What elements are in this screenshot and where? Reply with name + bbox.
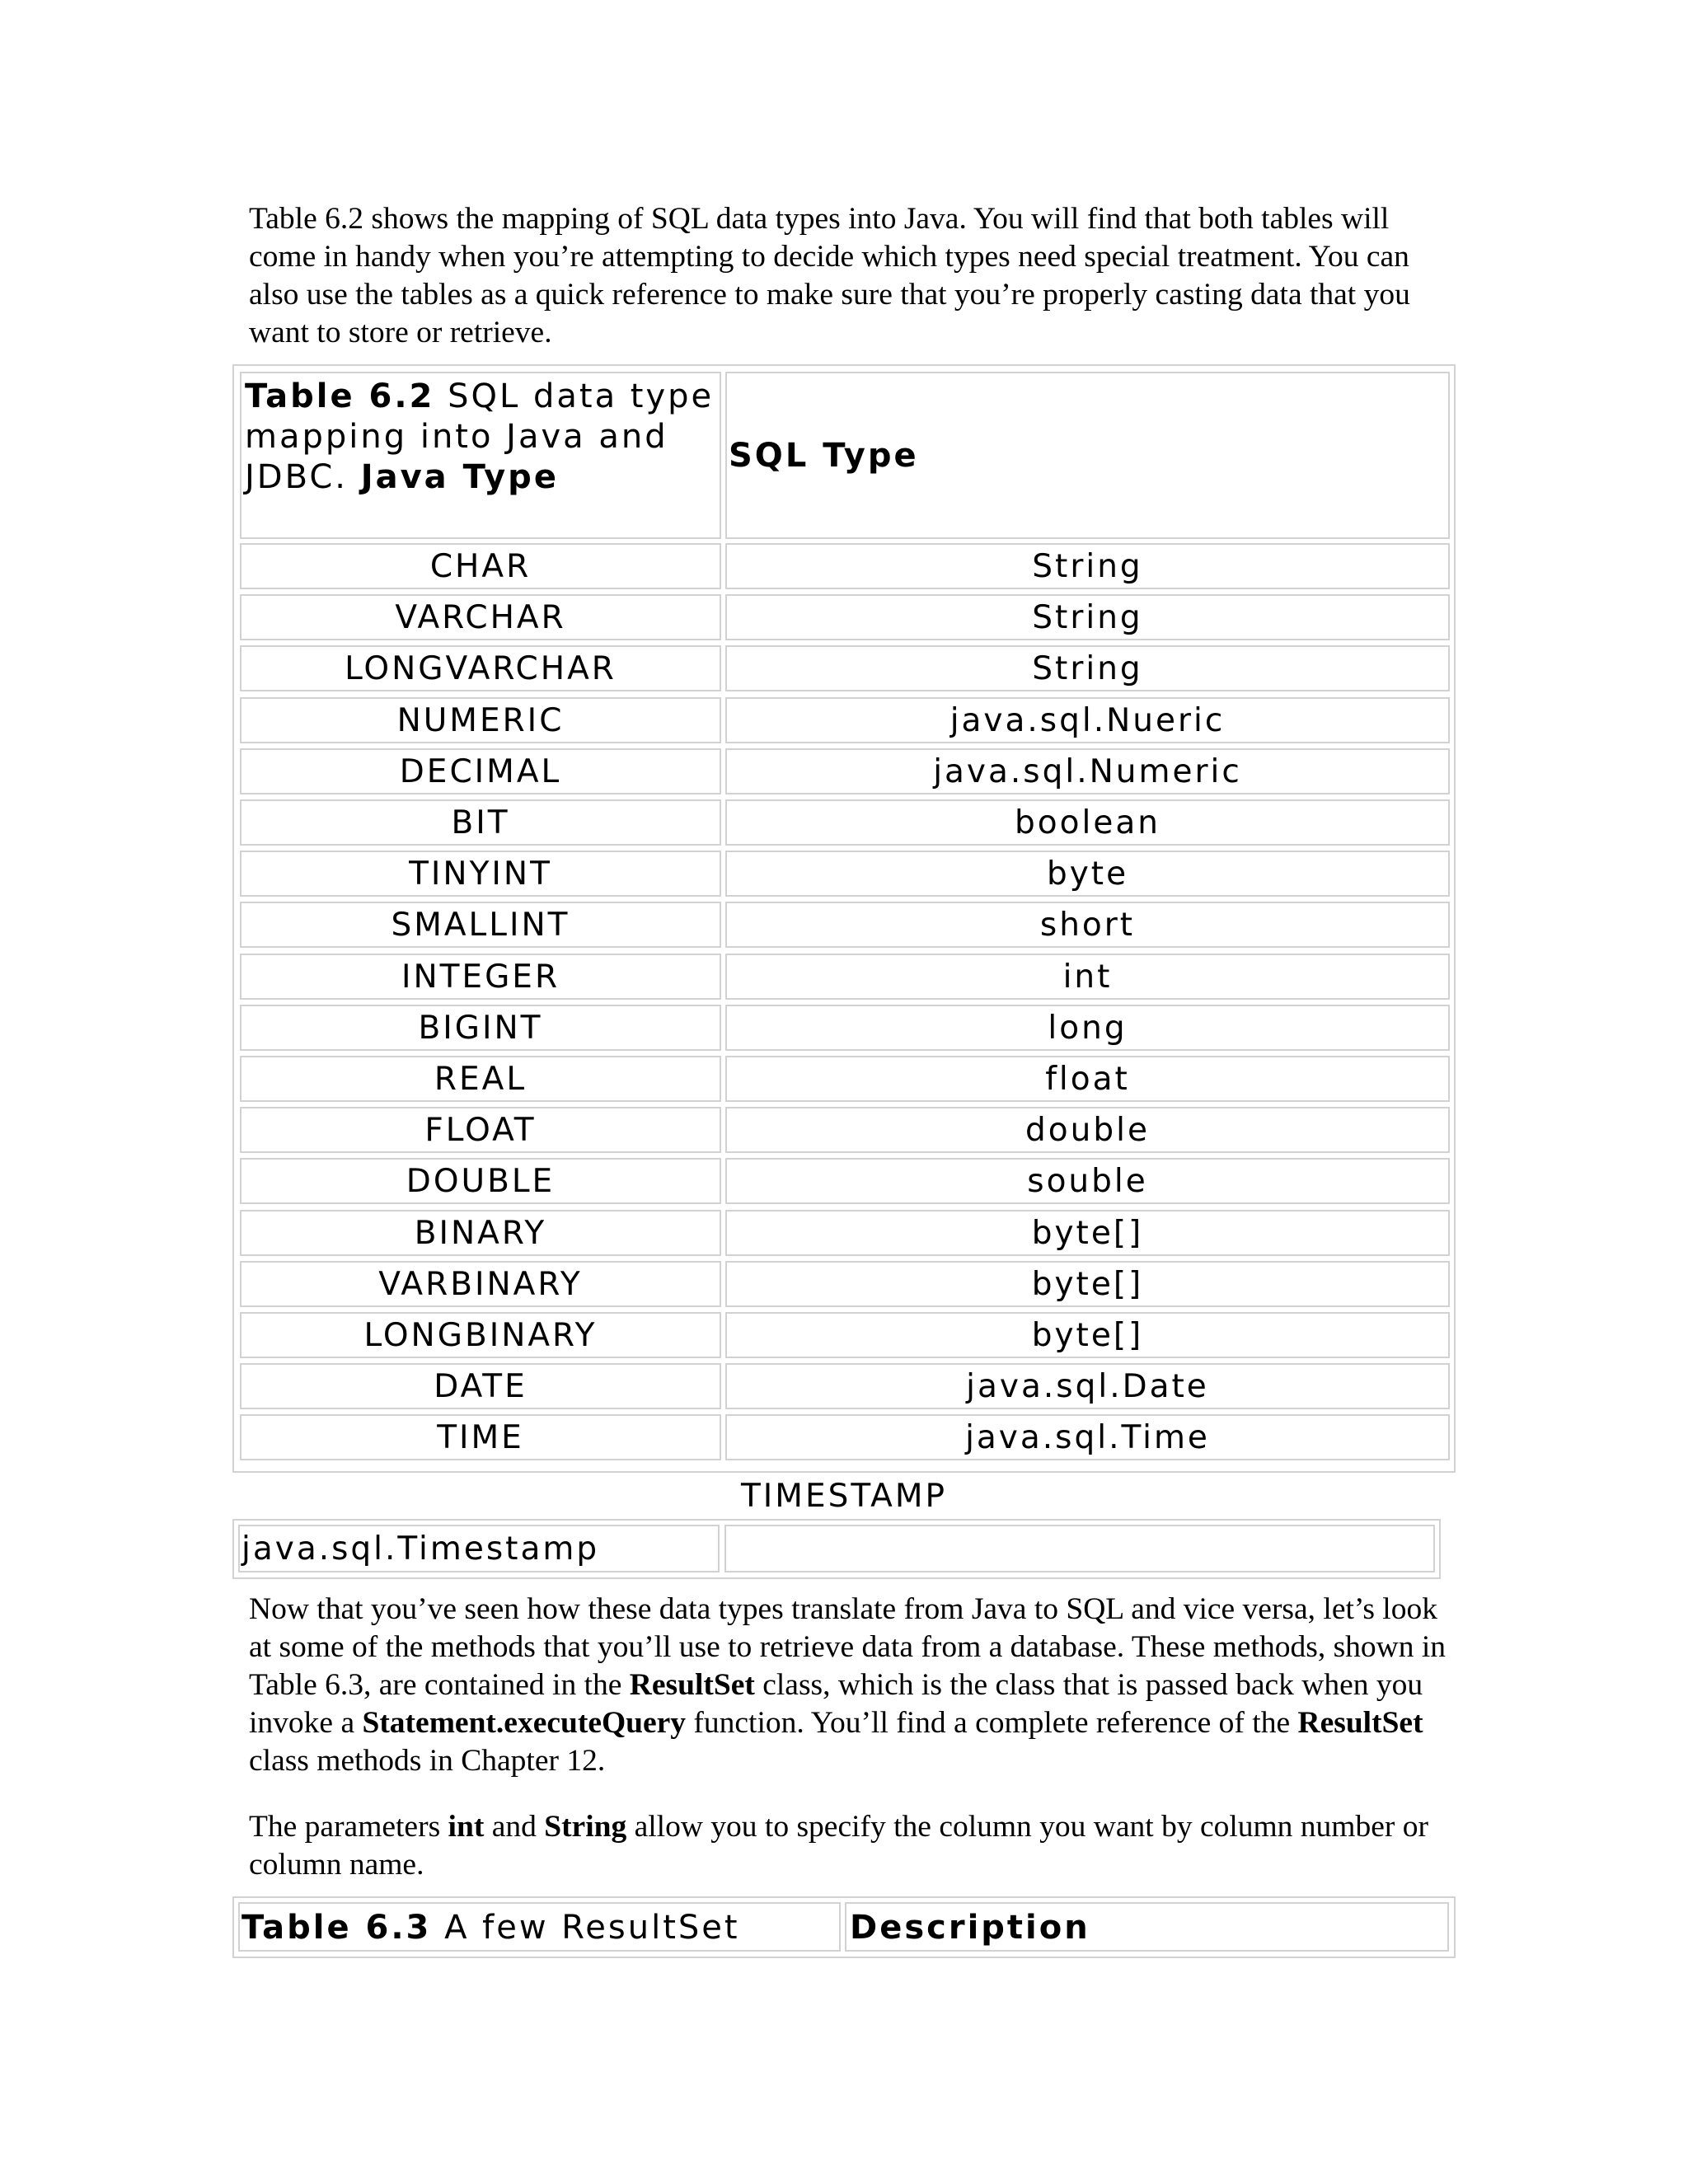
timestamp-empty-cell	[724, 1525, 1435, 1572]
sql-type-cell: TIME	[240, 1414, 721, 1460]
java-type-cell: boolean	[725, 799, 1450, 846]
table-caption-cell	[240, 372, 721, 539]
description-header: Description	[845, 1902, 1449, 1952]
sql-type-cell: VARCHAR	[240, 594, 721, 640]
java-type-header: Java Type	[360, 458, 559, 496]
timestamp-label: TIMESTAMP	[740, 1478, 947, 1515]
java-type-cell: souble	[725, 1158, 1450, 1204]
resultset-methods-table	[232, 1896, 1456, 1958]
sql-type-header: SQL Type	[725, 372, 1450, 539]
java-type-cell: java.sql.Numeric	[725, 748, 1450, 794]
sql-type-cell: REAL	[240, 1056, 721, 1102]
sql-type-cell: BIT	[240, 799, 721, 846]
sql-type-cell: FLOAT	[240, 1107, 721, 1153]
java-type-cell: String	[725, 594, 1450, 640]
sql-type-cell: DOUBLE	[240, 1158, 721, 1204]
sql-type-cell: SMALLINT	[240, 902, 721, 948]
sql-type-cell: LONGBINARY	[240, 1312, 721, 1358]
int-term: int	[448, 1810, 485, 1844]
sql-type-cell: BINARY	[240, 1210, 721, 1256]
text-span: class methods in Chapter 12.	[249, 1744, 606, 1778]
sql-type-cell: CHAR	[240, 543, 721, 589]
java-type-cell: byte[]	[725, 1210, 1450, 1256]
sql-type-cell: DATE	[240, 1363, 721, 1409]
java-type-cell: long	[725, 1005, 1450, 1051]
resultset-paragraph	[249, 1591, 1452, 1780]
text-span: class, which is the class that is passed back when you invoke a	[249, 1668, 1423, 1740]
sql-type-cell: INTEGER	[240, 954, 721, 1000]
java-type-cell: short	[725, 902, 1450, 948]
java-type-cell: byte	[725, 851, 1450, 897]
java-type-cell: String	[725, 543, 1450, 589]
timestamp-row-table	[232, 1519, 1441, 1579]
sql-type-cell: BIGINT	[240, 1005, 721, 1051]
table63-caption-text: A few ResultSet	[431, 1909, 740, 1947]
resultset-term: ResultSet	[629, 1668, 755, 1702]
table-caption-label: Table 6.2	[245, 377, 435, 415]
text-span: allow you to specify the column you want by column number or column name.	[249, 1810, 1428, 1882]
java-type-cell: byte[]	[725, 1312, 1450, 1358]
sql-type-cell: TINYINT	[240, 851, 721, 897]
text-span: The parameters	[249, 1810, 448, 1844]
text-span: and	[484, 1810, 545, 1844]
java-type-cell: String	[725, 645, 1450, 691]
java-type-cell: float	[725, 1056, 1450, 1102]
string-term: String	[544, 1810, 627, 1844]
java-type-cell: byte[]	[725, 1261, 1450, 1307]
java-type-cell: java.sql.Nueric	[725, 697, 1450, 743]
parameters-paragraph	[249, 1808, 1452, 1884]
table63-caption-label: Table 6.3	[241, 1909, 432, 1947]
sql-java-mapping-table	[232, 364, 1456, 1473]
table-caption-text: SQL data type mapping into Java and JDBC.	[245, 377, 715, 496]
table63-caption-cell	[238, 1902, 841, 1952]
execute-query-term: Statement.executeQuery	[362, 1706, 687, 1740]
text-span: Now that you’ve seen how these data types translate from Java to SQL and vice versa, let’s look at some of the methods that you’ll use to retrieve data from a database. These methods, shown in Table 6.3, are contained in the	[249, 1592, 1447, 1702]
java-type-cell: int	[725, 954, 1450, 1000]
intro-paragraph: Table 6.2 shows the mapping of SQL data types into Java. You will find that both tables will come in handy when you’re attempting to decide which types need special treatment. You can also use the tables as a quick reference to make sure that you’re properly casting data that you want to store or retrieve.	[249, 202, 1410, 349]
sql-type-cell: VARBINARY	[240, 1261, 721, 1307]
timestamp-java-cell: java.sql.Timestamp	[238, 1525, 720, 1572]
sql-type-cell: DECIMAL	[240, 748, 721, 794]
java-type-cell: double	[725, 1107, 1450, 1153]
sql-type-cell: NUMERIC	[240, 697, 721, 743]
sql-type-cell: LONGVARCHAR	[240, 645, 721, 691]
java-type-cell: java.sql.Time	[725, 1414, 1450, 1460]
resultset-term: ResultSet	[1297, 1706, 1423, 1740]
text-span: function. You’ll find a complete reference of the	[686, 1706, 1298, 1740]
java-type-cell: java.sql.Date	[725, 1363, 1450, 1409]
